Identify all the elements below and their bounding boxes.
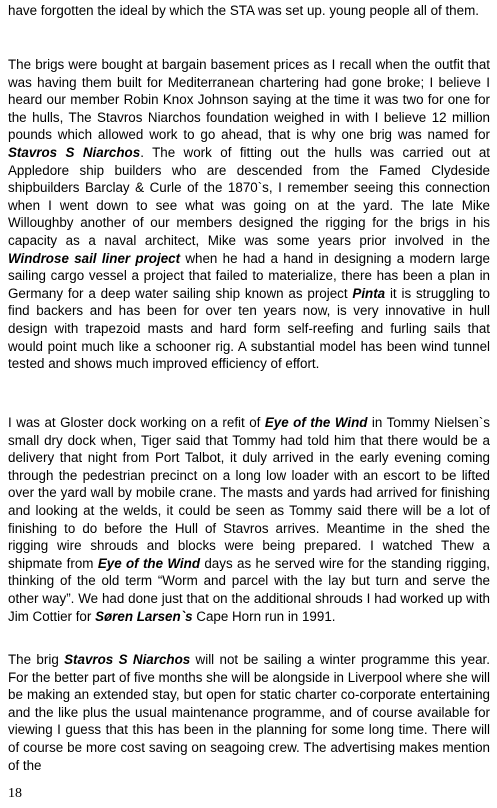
text-run: Cape Horn run in 1991.	[192, 608, 336, 624]
text-run: . The work of fitting out the hulls was carried out at Appledore ship builders who are descended from the Famed Clydeside shipbuilders Barclay & Curle of the 1870`s, I remember seeing this connection when I went down to see what was going on at the yard. The late Mike Willoughby another of our members designed the rigging for the brigs in his capacity as a naval architect, Mike was some years prior involved in the	[8, 144, 490, 248]
text-run: when he had a hand in designing a modern large sailing cargo vessel a project that failed to materialize, there has been a plan in Germany for a deep water sailing ship known as project	[8, 250, 490, 301]
text-run: it is struggling to find backers and has been for over ten years now, is very innovative in hull design with trapezoid masts and hard form self-reefing and furling sails that would point much like a schooner rig. A substantial model has been wind tunnel tested and shows much improved efficiency of effort.	[8, 285, 490, 372]
emphasized-name: Stavros S Niarchos	[64, 652, 191, 667]
text-run: will not be sailing a winter programme this year. For the better part of five months she will be alongside in Liverpool where she will be making an extended stay, but open for static charter co-corporate entertaining and the like plus the usual maintenance programme, and of course available for viewing I guess that this has been in the planning for some long time. There will of course be more cost saving on seagoing crew. The advertising makes mention of the	[8, 652, 490, 773]
paragraph-2	[8, 56, 490, 373]
page-number: 18	[8, 786, 22, 801]
emphasized-name: Stavros S Niarchos	[8, 144, 141, 160]
text-run: The brig	[8, 652, 65, 667]
emphasized-name: Søren Larsen`s	[95, 608, 193, 624]
paragraph-4	[8, 651, 490, 774]
paragraph-3	[8, 414, 490, 625]
emphasized-name: Eye of the Wind	[264, 415, 368, 430]
text-run: have forgotten the ideal by which the STA was set up. young people all of them.	[8, 3, 479, 18]
text-run: in Tommy Nielsen`s small dry dock when, Tiger said that Tommy had told him that there would be a delivery that night from Port Talbot, it duly arrived in the early evening coming through the pedestrian precinct on a long low loader with an escort to be lifted over the yard wall by mobile crane. The masts and yards had arrived for finishing and looking at the welds, it could be seen as Tommy said there will be a lot of finishing to do before the Hull of Stavros arrives. Meantime in the shed the rigging wire shrouds and blocks were being prepared. I watched Thew a shipmate from	[8, 415, 490, 571]
text-run: I was at Gloster dock working on a refit of	[8, 415, 265, 430]
paragraph-1	[8, 2, 490, 20]
emphasized-name: Eye of the Wind	[97, 555, 201, 571]
emphasized-name: Pinta	[352, 285, 386, 301]
text-run: days as he served wire for the standing rigging, thinking of the old term “Worm and parcel with the lay but turn and serve the other way”. We had done just that on the additional shrouds I had worked up with Jim Cottier for	[8, 555, 490, 624]
text-run: The brigs were bought at bargain basement prices as I recall when the outfit that was having them built for Mediterranean chartering had gone broke; I believe I heard our member Robin Knox Johnson saying at the time it was two for one for the hulls, The Stavros Niarchos foundation weighed in with I believe 12 million pounds which allowed work to go ahead, that is why one brig was named for	[8, 57, 490, 143]
emphasized-name: Windrose sail liner project	[8, 250, 181, 266]
